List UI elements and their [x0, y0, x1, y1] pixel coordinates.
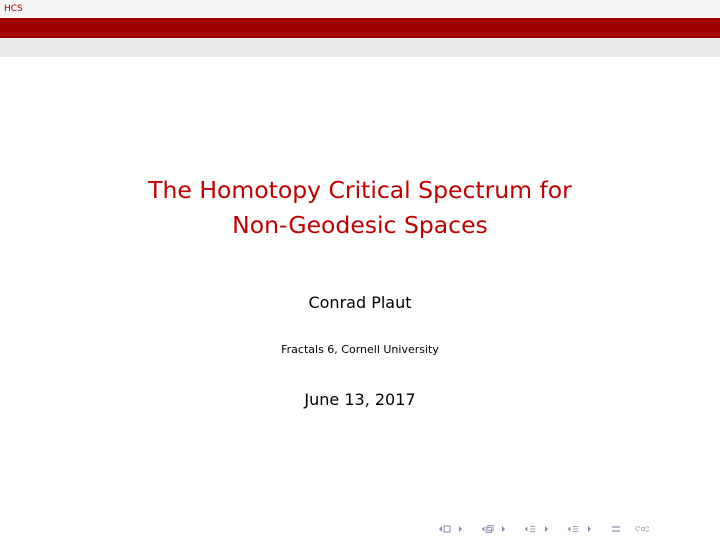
header-bar	[0, 0, 720, 18]
header-accent-band	[0, 18, 720, 38]
align-icon[interactable]	[609, 523, 623, 535]
slide-prev-icon[interactable]	[566, 523, 580, 535]
title-line-1: The Homotopy Critical Spectrum for	[148, 176, 572, 204]
presentation-date: June 13, 2017	[304, 390, 416, 409]
frame-prev-icon[interactable]	[437, 523, 451, 535]
section-prev-icon[interactable]	[523, 523, 537, 535]
author-name: Conrad Plaut	[308, 293, 412, 312]
slide-next-icon[interactable]	[583, 523, 597, 535]
header-sub-band	[0, 38, 720, 57]
short-title[interactable]: HCS	[4, 4, 23, 14]
section-next-icon[interactable]	[540, 523, 554, 535]
institute: Fractals 6, Cornell University	[281, 343, 439, 356]
frame-next-icon[interactable]	[454, 523, 468, 535]
subsection-prev-icon[interactable]	[480, 523, 494, 535]
subsection-next-icon[interactable]	[497, 523, 511, 535]
title-line-2: Non-Geodesic Spaces	[232, 211, 488, 239]
presentation-title	[0, 173, 720, 243]
navigation-bar	[437, 522, 649, 536]
search-icon[interactable]	[635, 523, 649, 535]
